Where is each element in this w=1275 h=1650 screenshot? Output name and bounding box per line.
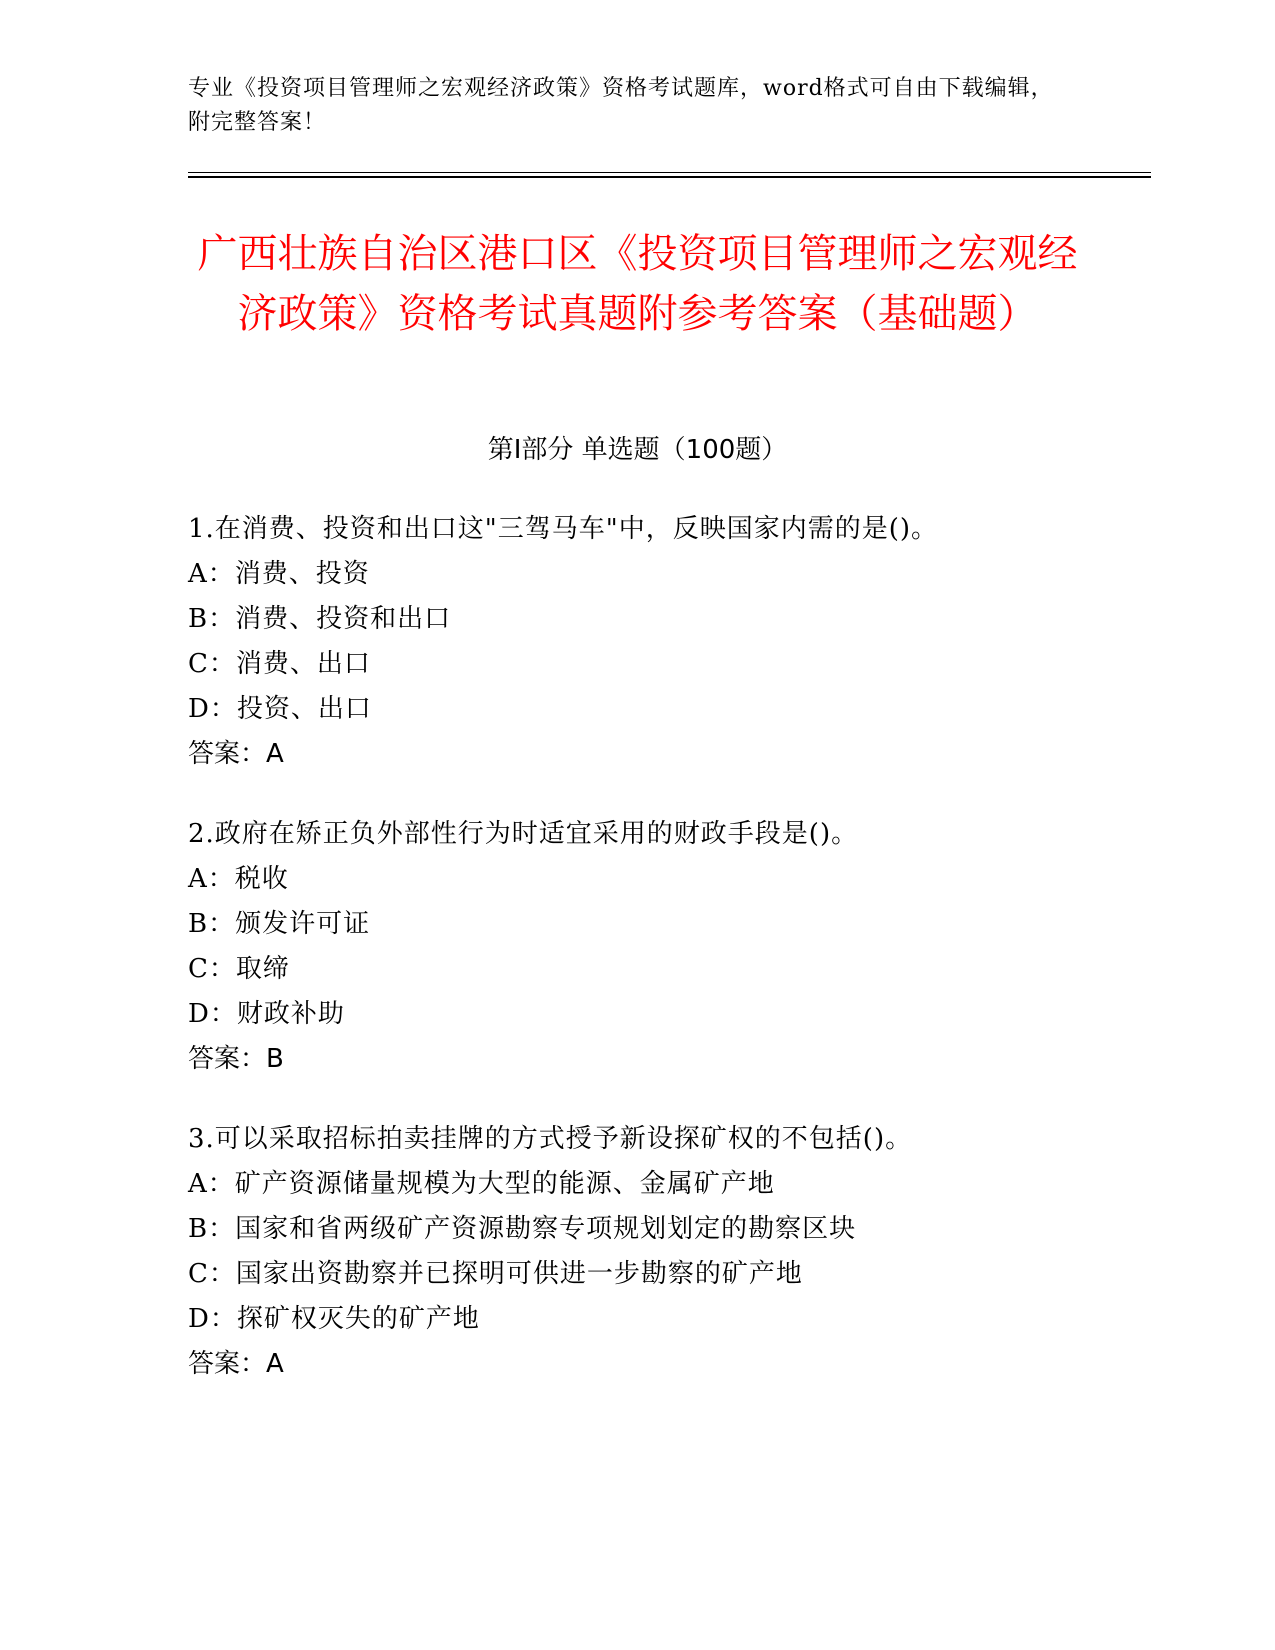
answer: 答案：A <box>188 739 284 769</box>
option-d: D：探矿权灭失的矿产地 <box>188 1304 480 1334</box>
option-a: A：消费、投资 <box>188 559 370 589</box>
option-d: D：投资、出口 <box>188 694 372 724</box>
option-b: B：国家和省两级矿产资源勘察专项规划划定的勘察区块 <box>188 1214 857 1244</box>
document-title: 广西壮族自治区港口区《投资项目管理师之宏观经济政策》资格考试真题附参考答案（基础题） <box>197 231 1078 337</box>
option-a: A：矿产资源储量规模为大型的能源、金属矿产地 <box>188 1169 775 1199</box>
option-c: C：消费、出口 <box>188 649 371 679</box>
option-d: D：财政补助 <box>188 999 345 1029</box>
option-b: B：颁发许可证 <box>188 909 371 939</box>
option-c: C：国家出资勘察并已探明可供进一步勘察的矿产地 <box>188 1259 803 1289</box>
option-a: A：税收 <box>188 864 289 894</box>
header-rule-thin <box>188 172 1151 173</box>
question-stem: 1.在消费、投资和出口这"三驾马车"中，反映国家内需的是()。 <box>188 514 939 544</box>
header-rule-thick <box>188 176 1151 178</box>
question-1 <box>188 507 1128 777</box>
option-c: C：取缔 <box>188 954 290 984</box>
answer: 答案：B <box>188 1044 284 1074</box>
option-b: B：消费、投资和出口 <box>188 604 452 634</box>
question-3 <box>188 1117 1128 1387</box>
header-note: 专业《投资项目管理师之宏观经济政策》资格考试题库，word格式可自由下载编辑，附完整答案！ <box>188 76 1054 135</box>
question-stem: 2.政府在矫正负外部性行为时适宜采用的财政手段是()。 <box>188 819 859 849</box>
section-title: 第Ⅰ部分 单选题（100题） <box>487 435 788 465</box>
answer: 答案：A <box>188 1349 284 1379</box>
question-stem: 3.可以采取招标拍卖挂牌的方式授予新设探矿权的不包括()。 <box>188 1124 913 1154</box>
question-2 <box>188 812 1128 1082</box>
